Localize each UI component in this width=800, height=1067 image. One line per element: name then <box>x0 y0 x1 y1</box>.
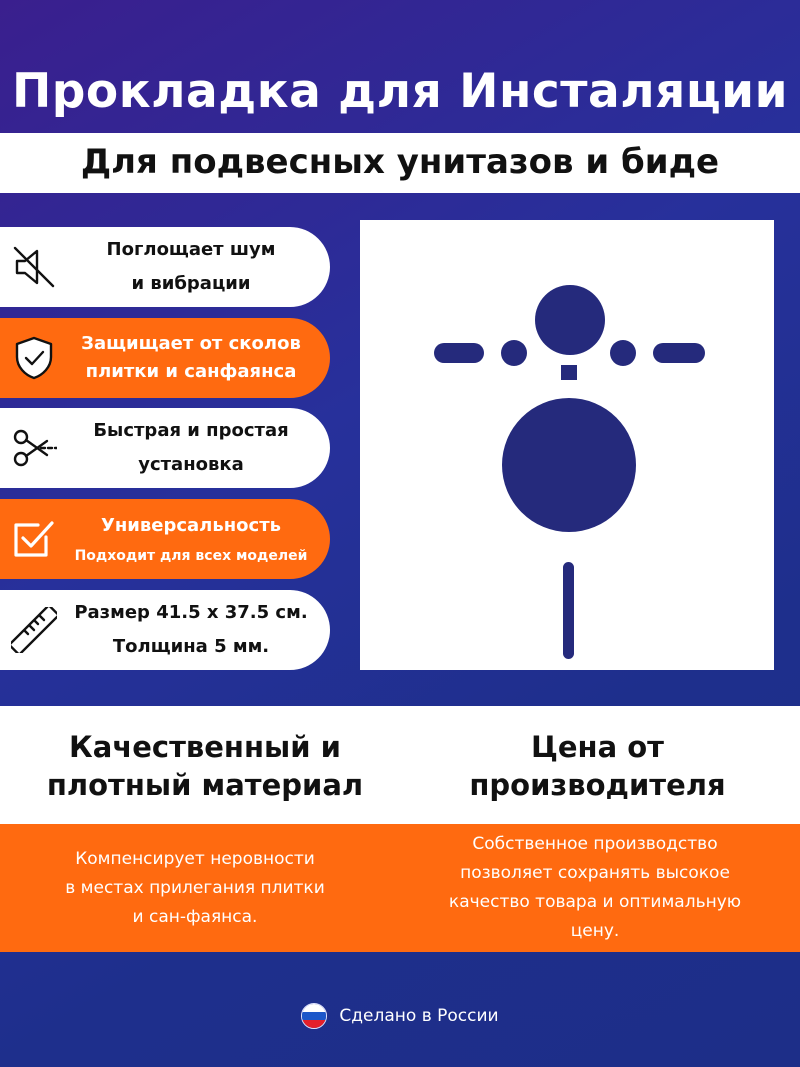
description-line: Собственное производство <box>472 834 718 854</box>
made-in-label: Сделано в России <box>339 1006 499 1026</box>
feature-line: Универсальность <box>100 515 282 536</box>
made-in-russia <box>0 996 800 1036</box>
right-heading <box>405 716 790 816</box>
flag-stripe <box>302 1020 326 1028</box>
description-line: Компенсирует неровности <box>75 848 315 869</box>
feature-install <box>0 408 330 488</box>
feature-line: Толщина 5 мм. <box>112 636 270 657</box>
left-description <box>0 830 390 946</box>
feature-line: Защищает от сколов <box>81 333 301 354</box>
scissors-icon <box>10 424 58 472</box>
subtitle: Для подвесных унитазов и биде <box>80 142 720 182</box>
right-small-hole <box>610 340 636 366</box>
description-line: и сан-фаянса. <box>132 906 258 927</box>
right-slot <box>653 343 705 363</box>
left-slot <box>434 343 484 363</box>
checkbox-icon <box>10 515 58 563</box>
feature-noise <box>0 227 330 307</box>
main-title: Прокладка для Инсталяции <box>11 64 789 119</box>
feature-universal <box>0 499 330 579</box>
drain-hole <box>502 398 636 532</box>
feature-line: плитки и санфаянса <box>85 361 297 382</box>
left-small-hole <box>501 340 527 366</box>
top-hole <box>535 285 605 355</box>
feature-line: Размер 41.5 х 37.5 см. <box>74 602 308 623</box>
flag-stripe <box>302 1004 326 1012</box>
gasket-diagram <box>360 220 774 670</box>
feature-line: Подходит для всех моделей <box>74 548 308 564</box>
russian-flag-icon <box>301 1003 327 1029</box>
feature-line: Поглощает шум <box>106 239 276 260</box>
subtitle-bar <box>0 133 800 193</box>
description-line: качество товара и оптимальную <box>448 892 742 912</box>
description-line: в местах прилегания плитки <box>65 877 325 898</box>
center-notch <box>561 365 577 380</box>
heading-line: Цена от <box>530 730 664 764</box>
heading-line: Качественный и <box>69 730 341 764</box>
feature-line: установка <box>138 454 244 475</box>
right-description <box>400 830 790 946</box>
flag-stripe <box>302 1012 326 1020</box>
description-line: цену. <box>570 921 620 941</box>
heading-line: плотный материал <box>46 768 364 802</box>
product-illustration <box>360 220 774 670</box>
feature-line: Быстрая и простая <box>93 420 289 441</box>
heading-line: производителя <box>469 768 726 802</box>
description-line: позволяет сохранять высокое <box>460 863 730 883</box>
bottom-slot <box>563 562 574 659</box>
left-heading <box>0 716 410 816</box>
ruler-icon <box>10 606 58 654</box>
shield-check-icon <box>10 334 58 382</box>
feature-size <box>0 590 330 670</box>
muted-speaker-icon <box>10 243 58 291</box>
feature-protection <box>0 318 330 398</box>
feature-line: и вибрации <box>131 273 251 294</box>
